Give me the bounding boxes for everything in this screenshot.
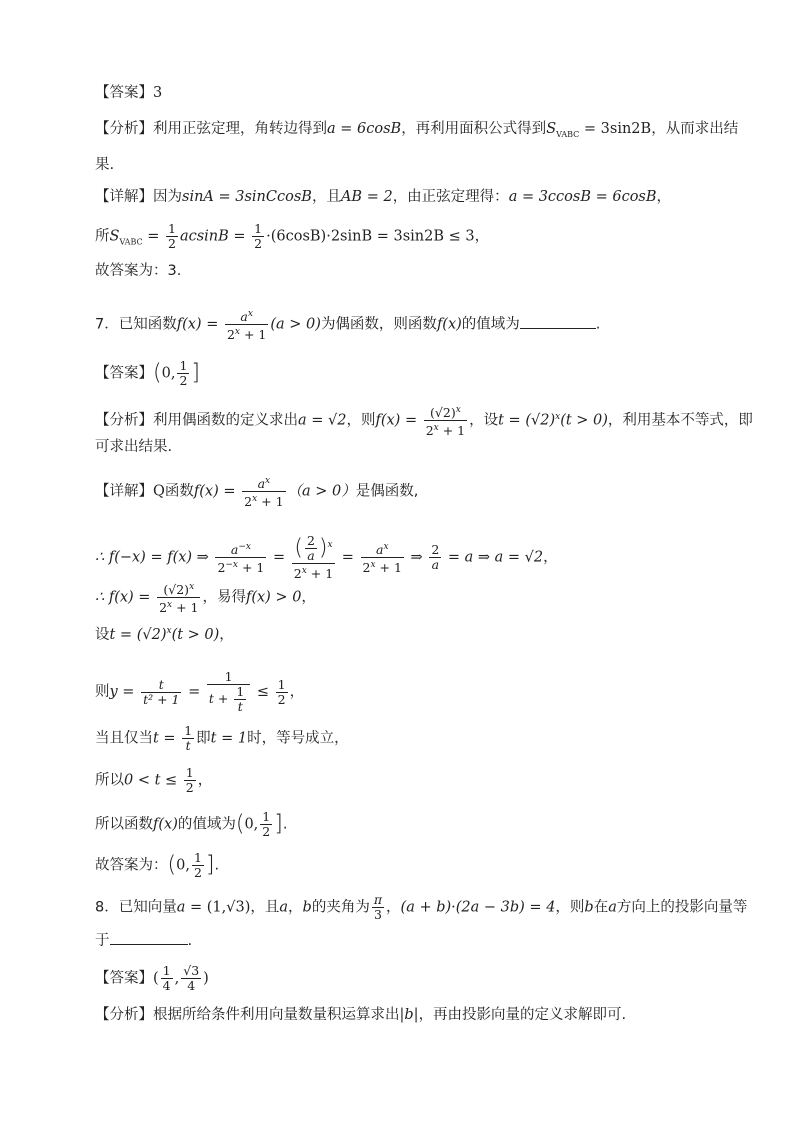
math-expr: a = √2 [298, 412, 347, 429]
math-expr: (t > 0) [560, 412, 608, 429]
fraction-denominator: 2 [179, 373, 188, 388]
question-text: . [595, 316, 601, 333]
math-expr: S [546, 121, 557, 137]
fraction [225, 307, 268, 342]
detail-text: ， [543, 549, 558, 566]
question-text: 在 [593, 899, 609, 916]
fraction [182, 724, 194, 753]
q7-step2-line [95, 580, 316, 615]
fraction [177, 359, 189, 388]
analysis-text: 可求出结果. [95, 439, 173, 455]
fraction-denominator: + 1 [172, 600, 199, 616]
q7-step7-line: 所以函数f(x)的值域为(0, $\frac{1}{2}$ ]. [95, 809, 288, 839]
fraction-denominator: + 1 [438, 423, 466, 439]
fraction-numerator: 1 [184, 723, 193, 738]
fraction-denominator: t + [208, 691, 233, 706]
vector-symbol: a [279, 899, 289, 916]
q8-stem-line [95, 893, 747, 922]
math-expr: S [109, 228, 120, 245]
answer-label: 【答案】 [95, 970, 153, 987]
math-superscript: x [189, 582, 195, 592]
fraction [161, 964, 173, 993]
fraction-denominator: + 1 [238, 560, 265, 576]
fraction-denominator: t² + 1 [143, 691, 180, 707]
math-expr: f(x) = [375, 412, 422, 429]
fraction: ( $\frac{2}{a}$ )$^x$ $2^x + 1$ [293, 533, 334, 582]
math-superscript: x [301, 566, 307, 576]
analysis-text: ，则 [346, 412, 376, 429]
fraction [260, 810, 272, 839]
fraction [242, 474, 285, 509]
answer-blank [110, 930, 188, 945]
fraction-denominator: + 1 [240, 327, 267, 343]
fraction-numerator: √3 [183, 963, 200, 978]
math-expr: ≤ [252, 684, 274, 700]
math-superscript: x [167, 600, 173, 611]
detail-text: ， [474, 228, 490, 245]
fraction [276, 678, 288, 707]
fraction [372, 893, 384, 922]
fraction [252, 222, 264, 251]
question-text: 方向上的投影向量等 [616, 899, 748, 916]
math-expr: (a + b)·(2a − 3b) = 4 [400, 899, 556, 916]
math-expr: = (1,√3) [185, 899, 251, 916]
fraction-denominator: 2 [362, 560, 371, 576]
detail-text: 即 [196, 730, 211, 747]
question-text: 的值域为 [461, 316, 520, 333]
fraction-numerator: (√2) [430, 405, 456, 421]
vector-symbol: b [302, 899, 312, 916]
detail-text: 当且仅当 [95, 730, 153, 747]
math-superscript: x [433, 423, 439, 434]
fraction [141, 678, 181, 707]
math-superscript: x [265, 476, 271, 486]
analysis-text: 利用正弦定理，角转边得到 [153, 121, 327, 137]
math-expr: = a ⇒ a = √2 [443, 549, 544, 566]
question-text: . [187, 933, 193, 949]
fraction-denominator: 4 [187, 978, 196, 993]
math-superscript: x [555, 411, 561, 422]
fraction-numerator: a [375, 542, 384, 558]
fraction-numerator: 1 [207, 670, 250, 685]
q6-analysis-cont [95, 156, 114, 174]
q7-step3-line [95, 622, 234, 644]
fraction-denominator: + 1 [257, 494, 284, 510]
math-expr: ·(6cosB)·2sinB = 3sin2B ≤ 3 [266, 228, 475, 245]
fraction-denominator: 3 [373, 907, 382, 922]
because-symbol: Q [153, 483, 165, 500]
question-text: ， [288, 899, 303, 916]
fraction-numerator: a [257, 476, 266, 492]
math-expr: f(x) = [176, 316, 223, 333]
q6-detail-line [95, 188, 671, 206]
fraction-denominator: 2 [167, 236, 176, 251]
question-text: 的夹角为 [311, 899, 370, 916]
math-expr: = [268, 549, 290, 566]
q6-analysis-line [95, 120, 738, 144]
fraction-numerator: π [373, 892, 383, 907]
math-expr: a = 3ccosB = 6cosB [508, 189, 657, 205]
math-expr: = [337, 549, 359, 566]
analysis-label: 【分析】 [95, 1007, 153, 1023]
q8-answer-line [95, 964, 209, 993]
fraction-numerator: 1 [179, 358, 188, 373]
math-superscript: x [327, 539, 333, 550]
math-superscript: x [383, 541, 389, 552]
fraction-denominator: 2 [277, 691, 286, 707]
math-expr: (a > 0) [270, 316, 321, 333]
math-expr: ⇒ [405, 549, 428, 566]
analysis-text: ，再由投影向量的定义求解即可. [418, 1007, 627, 1023]
fraction-numerator: 1 [254, 221, 263, 236]
q7-step6-line [95, 766, 212, 795]
fraction-numerator: 1 [262, 809, 271, 824]
math-expr: y = [109, 684, 140, 700]
math-expr: 0 < t ≤ [124, 772, 182, 789]
math-subscript: VABC [556, 129, 580, 139]
detail-text: ， [219, 626, 234, 643]
math-expr: t = 1 [210, 730, 248, 747]
q7-analysis-cont [95, 438, 172, 456]
math-expr: |b| [399, 1007, 419, 1023]
q7-step4-line [95, 670, 304, 714]
fraction [166, 222, 178, 251]
math-superscript: x [252, 494, 258, 505]
question-text: ，则 [555, 899, 585, 916]
detail-text: 则 [95, 684, 110, 700]
math-expr: f(x) = [193, 483, 241, 500]
math-expr: （a > 0） [287, 483, 356, 500]
math-expr: , [174, 970, 180, 987]
final-answer-text: 故答案为：3. [95, 263, 182, 279]
q8-analysis-line [95, 1006, 626, 1024]
fraction-denominator: 2 [217, 560, 226, 576]
analysis-label: 【分析】 [95, 412, 153, 429]
fraction [305, 534, 317, 563]
fraction [181, 964, 201, 993]
interval-bracket: ] [191, 360, 200, 386]
analysis-text: ，从而求出结 [651, 121, 739, 137]
detail-text: ， [289, 684, 305, 700]
fraction-numerator: 1 [236, 684, 245, 699]
detail-text: 时，等号成立， [247, 730, 349, 747]
analysis-text: ，设 [469, 412, 499, 429]
fraction-numerator: (√2) [163, 582, 190, 598]
fraction [215, 540, 266, 575]
q7-answer-line [95, 359, 200, 388]
math-expr: ∴ f(−x) = f(x) ⇒ [95, 549, 214, 566]
detail-text: ，且 [311, 189, 341, 205]
fraction-denominator: + 1 [375, 560, 402, 576]
math-expr: acsinB = [179, 228, 251, 245]
analysis-text: 利用偶函数的定义求出 [153, 412, 298, 429]
analysis-text: ，利用基本不等式，即 [607, 412, 753, 429]
fraction-denominator: t [185, 738, 191, 753]
q7-stem-line [95, 307, 600, 342]
fraction-numerator: 1 [193, 850, 202, 865]
fraction-numerator: a [240, 309, 248, 325]
q7-final-line: 故答案为：(0, $\frac{1}{2}$ ]. [95, 850, 220, 880]
math-superscript: x [455, 405, 461, 415]
fraction [234, 685, 246, 714]
detail-text: 设 [95, 626, 110, 643]
fraction-numerator: 2 [431, 542, 440, 558]
q7-step1-line [95, 534, 558, 581]
fraction [184, 766, 196, 795]
q8-stem-cont [95, 930, 192, 950]
detail-text: 所以 [95, 772, 124, 789]
vector-symbol: b [584, 899, 594, 916]
answer-label: 【答案】 [95, 85, 153, 101]
question-text: 于 [95, 933, 110, 949]
fraction-denominator: t [237, 699, 243, 714]
fraction-denominator: 2 [425, 423, 434, 439]
math-superscript: −x [238, 541, 251, 552]
math-expr: (t > 0) [171, 626, 220, 643]
fraction-numerator: 1 [162, 963, 171, 978]
question-text: 为偶函数，则函数 [320, 316, 437, 333]
fraction-numerator: a [230, 542, 239, 558]
detail-text: ，由正弦定理得： [392, 189, 509, 205]
detail-text: ， [656, 189, 672, 205]
q7-step5-line [95, 724, 349, 753]
fraction-denominator: 2 [293, 566, 302, 582]
q6-final-line [95, 262, 181, 280]
detail-label: 【详解】 [95, 189, 153, 205]
q6-area-line [95, 222, 489, 251]
fraction-denominator: a [431, 557, 440, 573]
detail-text: ，易得 [202, 589, 246, 606]
analysis-text: ，再利用面积公式得到 [401, 121, 547, 137]
fraction [361, 540, 404, 575]
math-expr: = [183, 684, 205, 700]
fraction [429, 543, 441, 572]
question-text: ， [386, 899, 401, 916]
detail-text: ， [301, 589, 316, 606]
math-superscript: x [370, 560, 376, 571]
fraction-numerator: 2 [306, 533, 315, 548]
math-expr: ) [203, 970, 209, 987]
q7-detail-line [95, 474, 418, 509]
vector-symbol: a [176, 899, 186, 916]
math-expr: 0, [176, 857, 190, 874]
q6-answer-line [95, 84, 162, 102]
detail-text: ， [197, 772, 213, 789]
fraction [157, 580, 200, 615]
question-text: 7．已知函数 [95, 316, 177, 333]
fraction-denominator: a [307, 548, 315, 563]
math-subscript: VABC [119, 237, 143, 247]
detail-text: 函数 [164, 483, 194, 500]
final-answer-text: 故答案为： [95, 857, 168, 874]
detail-text: . [282, 816, 288, 833]
question-text: ，且 [250, 899, 280, 916]
fraction-denominator: 2 [193, 865, 202, 880]
math-expr: t = (√2) [498, 412, 556, 429]
math-expr: = [142, 228, 164, 245]
interval-bracket: ( [153, 360, 162, 386]
math-superscript: x [166, 626, 172, 636]
fraction-denominator: 4 [162, 978, 171, 993]
detail-text: 因为 [153, 189, 182, 205]
detail-text: 是偶函数, [355, 483, 419, 500]
fraction-denominator: 2 [254, 236, 263, 251]
fraction-numerator: t [141, 678, 181, 693]
math-expr: f(x) [436, 316, 462, 333]
fraction-denominator: 2 [226, 327, 235, 343]
math-expr: 0, [244, 816, 259, 833]
math-expr: ∴ f(x) = [95, 589, 156, 606]
final-answer-text: . [214, 857, 220, 874]
fraction-denominator: + 1 [306, 566, 334, 582]
fraction-numerator: 1 [185, 765, 194, 780]
question-text: 8．已知向量 [95, 899, 177, 916]
detail-text: 所 [95, 228, 110, 245]
math-expr: f(x) > 0 [245, 589, 302, 606]
math-expr: 0, [161, 365, 176, 382]
detail-text: 所以函数 [95, 816, 153, 833]
math-expr: sinA = 3sinCcosB [182, 189, 312, 205]
fraction [207, 670, 250, 714]
fraction-denominator: 2 [244, 494, 253, 510]
fraction-denominator: 2 [262, 824, 271, 839]
math-expr: t = (√2) [109, 626, 167, 643]
analysis-text: 根据所给条件利用向量数量积运算求出 [153, 1007, 400, 1023]
math-expr: AB = 2 [340, 189, 393, 205]
fraction-denominator: 2 [185, 780, 194, 795]
fraction-numerator: 1 [167, 221, 176, 236]
math-expr: a = 6cosB [327, 121, 402, 137]
detail-text: 的值域为 [177, 816, 236, 833]
analysis-label: 【分析】 [95, 121, 153, 137]
answer-label: 【答案】 [95, 365, 153, 382]
math-superscript: −x [225, 560, 239, 571]
fraction-numerator: 1 [277, 676, 286, 692]
vector-symbol: a [608, 899, 617, 916]
math-expr: f(x) [153, 816, 178, 833]
math-expr: ( [153, 970, 159, 987]
analysis-text: 果. [95, 157, 115, 173]
fraction [424, 403, 467, 438]
detail-label: 【详解】 [95, 483, 153, 500]
math-superscript: x [247, 309, 253, 319]
answer-blank [520, 314, 596, 329]
math-expr: t = [153, 730, 181, 747]
answer-value: 3 [153, 85, 163, 101]
fraction-denominator: 2 [159, 600, 168, 616]
fraction [192, 851, 204, 880]
q7-analysis-line [95, 403, 753, 438]
math-superscript: x [234, 327, 240, 338]
math-expr: = 3sin2B [579, 121, 652, 137]
